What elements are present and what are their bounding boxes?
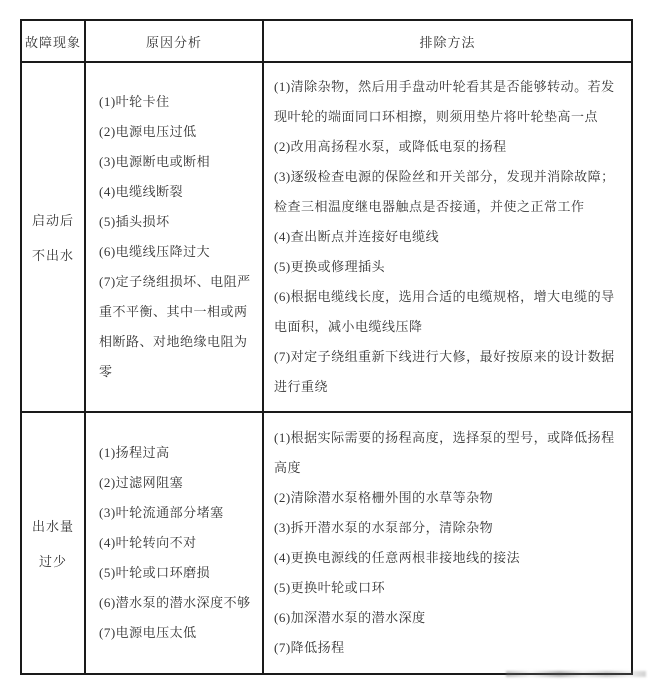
solution-item: (7)降低扬程	[274, 640, 345, 655]
solution-item: (3)拆开潜水泵的水泵部分，清除杂物	[274, 520, 494, 535]
fault-cell-no-water-after-start	[22, 63, 86, 413]
cause-item: (2)过滤网阻塞	[99, 475, 184, 490]
cause-item: (4)电缆线断裂	[99, 184, 184, 199]
cause-item: (6)电缆线压降过大	[99, 244, 211, 259]
fault-label-line: 启动后	[31, 213, 74, 228]
solution-item: (2)清除潜水泵格栅外围的水草等杂物	[274, 490, 494, 505]
solution-item: (1)根据实际需要的扬程高度，选择泵的型号，或降低扬程高度	[274, 430, 615, 475]
header-label: 原因分析	[145, 34, 202, 50]
solution-item: (4)更换电源线的任意两根非接地线的接法	[274, 550, 521, 565]
cause-item: (1)叶轮卡住	[99, 94, 170, 109]
cause-item: (5)插头损坏	[99, 214, 170, 229]
solutions-cell-row2	[264, 413, 631, 673]
cause-item: (1)扬程过高	[99, 445, 170, 460]
cause-item: (3)叶轮流通部分堵塞	[99, 505, 224, 520]
causes-cell-row1	[86, 63, 264, 413]
fault-label-line: 出水量	[31, 519, 74, 534]
solution-item: (5)更换叶轮或口环	[274, 580, 386, 595]
solution-item: (3)逐级检查电源的保险丝和开关部分，发现并消除故障；检查三相温度继电器触点是否接通，并使之正常工作	[274, 169, 615, 214]
cause-item: (2)电源电压过低	[99, 124, 197, 139]
cause-item: (5)叶轮或口环磨损	[99, 565, 211, 580]
troubleshooting-table	[20, 19, 633, 675]
cause-item: (6)潜水泵的潜水深度不够	[99, 595, 251, 610]
cause-item: (4)叶轮转向不对	[99, 535, 197, 550]
header-cause-analysis	[86, 21, 264, 63]
solution-item: (7)对定子绕组重新下线进行大修，最好按原来的设计数据进行重绕	[274, 349, 615, 394]
fault-label-line: 过少	[38, 554, 67, 569]
solution-item: (1)清除杂物，然后用手盘动叶轮看其是否能够转动。若发现叶轮的端面同口环相擦，则须用垫片将叶轮垫高一点	[274, 79, 615, 124]
header-label: 排除方法	[419, 34, 476, 50]
solution-item: (6)根据电缆线长度，选用合适的电缆规格，增大电缆的导电面积，减小电缆线压降	[274, 289, 615, 334]
solution-item: (6)加深潜水泵的潜水深度	[274, 610, 426, 625]
header-solution-method	[264, 21, 631, 63]
fault-label-line: 不出水	[31, 248, 74, 263]
causes-cell-row2	[86, 413, 264, 673]
cause-item: (3)电源断电或断相	[99, 154, 211, 169]
solution-item: (4)查出断点并连接好电缆线	[274, 229, 440, 244]
cause-item: (7)定子绕组损坏、电阻严重不平衡、其中一相或两相断路、对地绝缘电阻为零	[99, 274, 251, 379]
header-fault-phenomenon	[22, 21, 86, 63]
fault-cell-low-output	[22, 413, 86, 673]
solutions-cell-row1	[264, 63, 631, 413]
watermark-smudge	[506, 671, 646, 677]
cause-item: (7)电源电压太低	[99, 625, 197, 640]
header-label: 故障现象	[24, 34, 81, 50]
solution-item: (2)改用高扬程水泵，或降低电泵的扬程	[274, 139, 507, 154]
solution-item: (5)更换或修理插头	[274, 259, 386, 274]
